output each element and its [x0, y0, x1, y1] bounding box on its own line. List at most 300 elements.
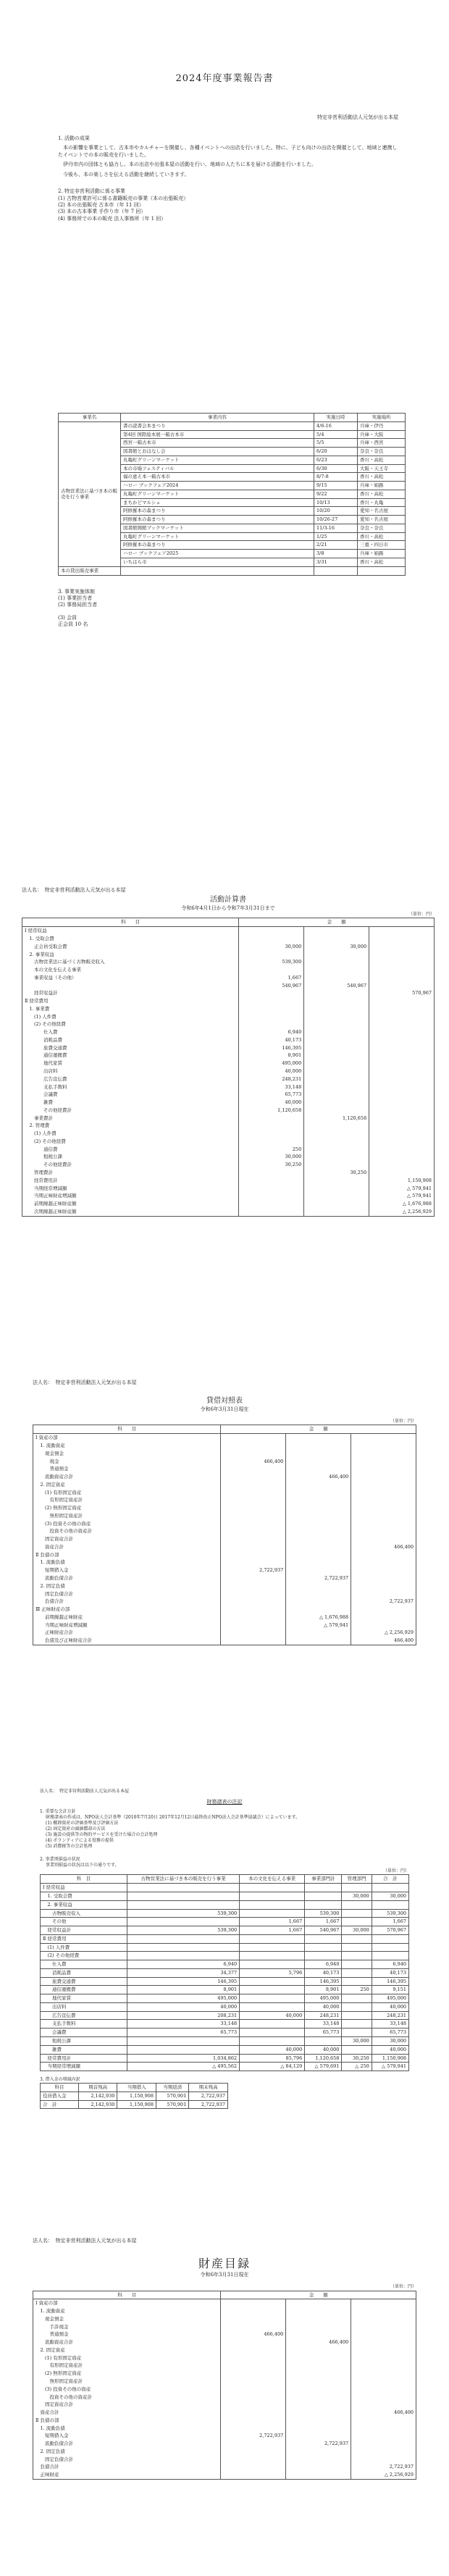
- table-row: [33, 2386, 416, 2394]
- amount-cell: [286, 1496, 351, 1504]
- account-name: 無形固定資産計: [33, 1512, 221, 1520]
- table-row: [22, 1052, 435, 1060]
- note-heading: 1. 重要な会計方針: [40, 1808, 76, 1814]
- list-item: (3) 会員: [58, 614, 77, 621]
- amount-cell: [369, 1169, 435, 1177]
- amount-cell: [239, 1020, 304, 1028]
- amount-cell: [286, 2362, 351, 2370]
- amount-cell: [351, 1450, 416, 1458]
- account-name: 負債合計: [33, 1598, 221, 1606]
- event-name: ハロー ブックフェア2024: [121, 482, 314, 490]
- amount-cell: [305, 1892, 342, 1901]
- amount-cell: 466,400: [351, 1543, 416, 1551]
- amount-cell: [286, 2330, 351, 2338]
- amount-cell: △ 1,676,988: [369, 1200, 435, 1208]
- amount-cell: [372, 1934, 408, 1943]
- account-name: 有形固定資産計: [33, 1496, 221, 1504]
- amount-cell: [286, 2299, 351, 2307]
- amount-cell: [221, 2448, 286, 2456]
- amount-cell: [304, 1020, 369, 1028]
- amount-cell: [221, 2386, 286, 2394]
- table-row: [33, 1434, 416, 1442]
- amount-cell: [127, 1943, 240, 1952]
- event-place: 愛知・名古屋: [358, 507, 406, 516]
- amount-cell: [351, 1606, 416, 1614]
- amount-cell: [351, 2307, 416, 2315]
- account-name: 消耗品費: [22, 1036, 239, 1044]
- amount-cell: [351, 2299, 416, 2307]
- table-row: [41, 2100, 228, 2109]
- event-date: 6/30: [314, 464, 358, 473]
- amount-cell: [351, 1520, 416, 1528]
- table-row: [22, 1153, 435, 1161]
- amount-cell: [304, 1044, 369, 1052]
- amount-cell: [369, 1005, 435, 1013]
- amount-cell: [286, 1606, 351, 1614]
- table-row: [33, 1574, 416, 1582]
- amount-cell: [304, 1122, 369, 1130]
- table-row: [41, 1900, 409, 1909]
- row-group-label: 古物営業法に基づき本の販売を行う事業: [59, 421, 121, 566]
- amount-cell: [342, 1934, 372, 1943]
- amount-cell: [286, 2417, 351, 2425]
- amount-cell: [286, 1504, 351, 1512]
- table-row: [41, 1986, 409, 1994]
- amount-cell: △ 579,941: [369, 1192, 435, 1200]
- amount-cell: [239, 1005, 304, 1013]
- amount-cell: 570,901: [156, 2100, 189, 2109]
- amount-cell: [240, 1909, 305, 1918]
- amount-cell: △ 84,129: [240, 2063, 305, 2071]
- account-name: 2. 事業収益: [22, 951, 239, 959]
- table-row: [33, 2463, 416, 2471]
- amount-cell: [286, 2471, 351, 2479]
- amount-cell: [221, 2378, 286, 2386]
- event-name: 図書館開館ブックマーケット: [121, 524, 314, 532]
- amount-cell: [221, 1598, 286, 1606]
- event-date: 9/22: [314, 490, 358, 498]
- amount-cell: [369, 1044, 435, 1052]
- table-row: [22, 1028, 435, 1036]
- list-item: (4) 事務所での本の販売 法人事務所（年 1 回）: [58, 215, 167, 222]
- list-item: (3) 本の古本事業 手作り市（年 7 回）: [58, 209, 146, 215]
- amount-cell: [286, 2315, 351, 2323]
- amount-cell: [240, 2029, 305, 2037]
- amount-cell: [286, 1442, 351, 1450]
- amount-cell: 30,000: [372, 1892, 408, 1901]
- amount-cell: [304, 1060, 369, 1067]
- amount-cell: [286, 1512, 351, 1520]
- account-name: (3) 投資その他の資産: [33, 1520, 221, 1528]
- amount-cell: 30,000: [342, 2037, 372, 2046]
- table-row: [41, 2054, 409, 2063]
- amount-cell: [351, 1496, 416, 1504]
- amount-cell: [342, 2045, 372, 2054]
- amount-cell: [286, 2323, 351, 2331]
- amount-cell: [342, 1909, 372, 1918]
- amount-cell: [286, 1535, 351, 1543]
- amount-cell: [286, 2394, 351, 2401]
- amount-cell: [286, 1629, 351, 1637]
- amount-cell: [221, 1489, 286, 1497]
- amount-cell: [286, 2370, 351, 2378]
- amount-cell: [304, 997, 369, 1005]
- amount-cell: [286, 2354, 351, 2362]
- table-row: [41, 2037, 409, 2046]
- amount-cell: 1,120,658: [239, 1107, 304, 1115]
- list-item: (1) 古物営業許可に係る書籍販売の事業（本の出張販売）: [58, 195, 189, 201]
- table-row: [22, 1107, 435, 1115]
- table-row: [22, 1200, 435, 1208]
- amount-cell: [221, 1512, 286, 1520]
- amount-cell: 466,400: [221, 2330, 286, 2338]
- amount-cell: [351, 1614, 416, 1621]
- account-name: 当期正味財産増減額: [33, 1621, 221, 1629]
- table-row: [22, 958, 435, 966]
- activity-statement: [0, 887, 449, 1217]
- amount-cell: 1,120,658: [305, 2054, 342, 2063]
- list-item: (2) 本の出張販売 古本市（年 11 回）: [58, 202, 144, 209]
- account-name: 経常費用計: [41, 2054, 127, 2063]
- amount-cell: [342, 2029, 372, 2037]
- amount-cell: △ 2,256,929: [369, 1208, 435, 1216]
- amount-cell: 8,901: [127, 1986, 240, 1994]
- table-row: [33, 1442, 416, 1450]
- amount-cell: [240, 1994, 305, 2003]
- amount-cell: 539,300: [372, 1909, 408, 1918]
- table-row: [22, 1091, 435, 1099]
- event-name: 図書館とおはなし会: [121, 448, 314, 456]
- account-name: 雑費: [22, 1099, 239, 1107]
- amount-cell: [221, 1621, 286, 1629]
- amount-cell: [286, 1465, 351, 1473]
- amount-cell: 30,000: [239, 943, 304, 951]
- table-row: [22, 982, 435, 990]
- account-name: 普通預金: [33, 1465, 221, 1473]
- account-name: 古物販売収入: [41, 1909, 127, 1918]
- amount-cell: [127, 1934, 240, 1943]
- amount-cell: [286, 1520, 351, 1528]
- amount-cell: 65,773: [372, 2029, 408, 2037]
- column-header: 科 目: [33, 2291, 221, 2299]
- amount-cell: 466,400: [286, 2338, 351, 2346]
- amount-cell: 146,395: [372, 1977, 408, 1986]
- total-label: 本の貸出販売事業: [59, 566, 121, 575]
- paragraph: 今後も、本の楽しさを伝える活動を継続していきます。: [63, 171, 190, 177]
- amount-cell: [304, 1075, 369, 1083]
- amount-cell: 1,150,908: [372, 2054, 408, 2063]
- paragraph: 伊丹市内の団体とも協力し、本の出店や出張本屋の活動を行い、地域の人たちに本を届ける活動を行いました。: [63, 161, 316, 168]
- account-name: 投資その他の資産計: [33, 1527, 221, 1535]
- amount-cell: [304, 1200, 369, 1208]
- account-name: (1) 人件費: [41, 1943, 127, 1952]
- account-name: Ⅰ 資産の部: [33, 1434, 221, 1442]
- table-row: [41, 2045, 409, 2054]
- amount-cell: 495,000: [305, 1994, 342, 2003]
- account-name: 1. 流動負債: [33, 1558, 221, 1566]
- table-row: [33, 2307, 416, 2315]
- amount-cell: 30,000: [342, 1892, 372, 1901]
- table-row: [33, 2409, 416, 2417]
- amount-cell: [351, 2354, 416, 2362]
- account-name: 会議費: [41, 2029, 127, 2037]
- event-date: 6/23: [314, 456, 358, 464]
- column-header: 科 目: [41, 1875, 127, 1884]
- list-item: (2) 事務局担当者: [58, 602, 98, 608]
- account-name: 租税公課: [41, 2037, 127, 2046]
- table-row: [41, 2029, 409, 2037]
- note-text: (1) 棚卸資産の評価基準及び評価方法: [46, 1820, 119, 1826]
- table-row: [41, 1943, 409, 1952]
- amount-cell: [351, 2362, 416, 2370]
- account-name: 2. 事業収益: [41, 1900, 127, 1909]
- table-row: [33, 2362, 416, 2370]
- event-name: 丸亀町グリーンマーケット: [121, 456, 314, 464]
- amount-cell: [221, 2425, 286, 2433]
- account-name: Ⅰ 資産の部: [33, 2299, 221, 2307]
- amount-cell: [372, 1952, 408, 1960]
- amount-cell: [304, 1192, 369, 1200]
- amount-cell: [221, 1637, 286, 1645]
- amount-cell: 65,773: [305, 2029, 342, 2037]
- amount-cell: [351, 2425, 416, 2433]
- org-line: 法人名： 特定非営利活動法人元気が出る本屋: [33, 1380, 137, 1385]
- note-text: (4) ボランティアによる役務の提供: [46, 1838, 114, 1843]
- account-name: 当期正味財産増減額: [22, 1192, 239, 1200]
- column-header: 実施日時: [314, 414, 358, 422]
- amount-cell: [286, 1489, 351, 1497]
- table-row: [41, 1960, 409, 1969]
- org-line: 法人名： 特定非営利活動法人元気が出る本屋: [22, 887, 126, 893]
- amount-cell: [372, 1900, 408, 1909]
- note-text: (2) 固定資産の減価償却の方法: [46, 1826, 106, 1832]
- event-place: 愛知・名古屋: [358, 516, 406, 524]
- account-name: 経常収益計: [41, 1926, 127, 1935]
- amount-cell: [351, 1551, 416, 1559]
- statement-date: 令和6年3月31日現在: [200, 2272, 249, 2278]
- table-row: [33, 1551, 416, 1559]
- unit-label: （単位：円）: [390, 2284, 416, 2290]
- table-row: [33, 1582, 416, 1590]
- account-name: 広告宣伝費: [41, 2011, 127, 2020]
- table-row: [33, 2323, 416, 2331]
- amount-cell: 2,722,937: [189, 2092, 228, 2100]
- amount-cell: 40,173: [305, 1968, 342, 1977]
- amount-cell: 40,000: [372, 2002, 408, 2011]
- amount-cell: [240, 2002, 305, 2011]
- table-row: [33, 1621, 416, 1629]
- event-date: 6/20: [314, 448, 358, 456]
- amount-cell: 1,120,658: [304, 1115, 369, 1123]
- amount-cell: [304, 1099, 369, 1107]
- event-place: 大阪・天王寺: [358, 464, 406, 473]
- amount-cell: △ 579,941: [286, 1621, 351, 1629]
- event-date: 8/7-8: [314, 473, 358, 482]
- amount-cell: [286, 1566, 351, 1574]
- amount-cell: 539,300: [127, 1926, 240, 1935]
- amount-cell: [286, 1551, 351, 1559]
- event-place: 香川・高松: [358, 558, 406, 567]
- table-row: [33, 1590, 416, 1598]
- table-row: [22, 1075, 435, 1083]
- amount-cell: [351, 2440, 416, 2448]
- amount-cell: [286, 2463, 351, 2471]
- account-name: 当期経常増減額: [22, 1185, 239, 1193]
- table-row: [33, 1465, 416, 1473]
- account-name: Ⅲ 正味財産の部: [33, 1606, 221, 1614]
- amount-cell: [305, 1884, 342, 1892]
- table-row: [33, 1489, 416, 1497]
- table-row: [33, 2315, 416, 2323]
- column-header: 金 額: [239, 918, 435, 927]
- account-name: 現金: [33, 1458, 221, 1466]
- event-place: 兵庫・大阪: [358, 430, 406, 439]
- amount-cell: △ 1,676,988: [286, 1614, 351, 1621]
- amount-cell: 466,400: [221, 1458, 286, 1466]
- amount-cell: [286, 1481, 351, 1489]
- table-row: [33, 1450, 416, 1458]
- amount-cell: [342, 1884, 372, 1892]
- amount-cell: 2,722,937: [351, 1598, 416, 1606]
- account-name: 有形固定資産計: [33, 2362, 221, 2370]
- account-name: 支払手数料: [22, 1083, 239, 1091]
- event-place: 香川・高松: [358, 532, 406, 541]
- table-row: [22, 989, 435, 997]
- amount-cell: [239, 1122, 304, 1130]
- table-row: [33, 2394, 416, 2401]
- amount-cell: 33,148: [372, 2020, 408, 2029]
- amount-cell: [240, 1892, 305, 1901]
- statement-title: 財産目録: [198, 2257, 251, 2271]
- amount-cell: 40,000: [240, 2011, 305, 2020]
- amount-cell: [342, 2002, 372, 2011]
- table-row: [22, 1083, 435, 1091]
- amount-cell: 2,722,937: [351, 2463, 416, 2471]
- amount-cell: 40,000: [240, 2045, 305, 2054]
- amount-cell: 1,034,862: [127, 2054, 240, 2063]
- column-header: 期末残高: [189, 2084, 228, 2092]
- amount-cell: [372, 1943, 408, 1952]
- amount-cell: [286, 1434, 351, 1442]
- amount-cell: [351, 1621, 416, 1629]
- amount-cell: [369, 943, 435, 951]
- amount-cell: [221, 1551, 286, 1559]
- amount-cell: [240, 1900, 305, 1909]
- amount-cell: 208,231: [127, 2011, 240, 2020]
- amount-cell: [221, 1496, 286, 1504]
- amount-cell: 495,000: [372, 1994, 408, 2003]
- account-name: (2) その他経費: [22, 1020, 239, 1028]
- amount-cell: [369, 1146, 435, 1154]
- amount-cell: [221, 2338, 286, 2346]
- amount-cell: [221, 1442, 286, 1450]
- amount-cell: [304, 1083, 369, 1091]
- amount-cell: 1,667: [372, 1918, 408, 1926]
- org-line: 法人名： 特定非営利活動法人元気が出る本屋: [33, 2238, 137, 2244]
- amount-cell: [221, 1527, 286, 1535]
- column-header: 古物営業法に基づき本の販売を行う事業: [127, 1875, 240, 1884]
- account-name: 地代家賃: [41, 1994, 127, 2003]
- account-name: 固定負債合計: [33, 2456, 221, 2464]
- amount-cell: [351, 1458, 416, 1466]
- account-name: 通信運搬費: [22, 1052, 239, 1060]
- column-header: 科目: [41, 2084, 79, 2092]
- event-date: 5/5: [314, 439, 358, 448]
- table-row: [33, 1637, 416, 1645]
- amount-cell: [221, 1504, 286, 1512]
- account-name: 正味財産: [33, 2471, 221, 2479]
- amount-cell: [351, 1527, 416, 1535]
- amount-cell: [304, 958, 369, 966]
- account-name: 次期繰越正味財産額: [22, 1208, 239, 1216]
- account-name: 出店料: [41, 2002, 127, 2011]
- table-row: [22, 1005, 435, 1013]
- amount-cell: [286, 2401, 351, 2409]
- amount-cell: 540,967: [239, 982, 304, 990]
- amount-cell: 40,173: [372, 1968, 408, 1977]
- amount-cell: [304, 1177, 369, 1185]
- table-row: [33, 1458, 416, 1466]
- amount-cell: [239, 951, 304, 959]
- amount-cell: [351, 2346, 416, 2354]
- section-heading: 3. 事業実施体制: [58, 588, 95, 595]
- amount-cell: [369, 1153, 435, 1161]
- event-place: 兵庫・伊丹: [358, 421, 406, 430]
- business-report: [0, 72, 449, 222]
- amount-cell: [369, 1052, 435, 1060]
- amount-cell: [351, 2315, 416, 2323]
- amount-cell: [239, 1208, 304, 1216]
- amount-cell: △ 579,941: [372, 2063, 408, 2071]
- notes-title: 財務諸表の注記: [206, 1799, 243, 1805]
- amount-cell: [351, 1465, 416, 1473]
- account-name: (2) その他経費: [41, 1952, 127, 1960]
- table-row: [33, 2417, 416, 2425]
- account-name: 会議費: [22, 1091, 239, 1099]
- table-row: [41, 1892, 409, 1901]
- table-row: [22, 943, 435, 951]
- amount-cell: [369, 1060, 435, 1067]
- amount-cell: [369, 1036, 435, 1044]
- amount-cell: [351, 2323, 416, 2331]
- event-place: 香川・丸亀: [358, 498, 406, 507]
- event-date: 5/4: [314, 430, 358, 439]
- event-name: 福の恵え本一箱古本市: [121, 473, 314, 482]
- amount-cell: [239, 1169, 304, 1177]
- amount-cell: [369, 1091, 435, 1099]
- amount-cell: [304, 1185, 369, 1193]
- table-row: [22, 1060, 435, 1067]
- account-name: Ⅱ 経常費用: [41, 1934, 127, 1943]
- event-name: 丸亀町グリーンマーケット: [121, 490, 314, 498]
- account-name: 1. 流動資産: [33, 1442, 221, 1450]
- amount-cell: 1,150,908: [117, 2100, 156, 2109]
- table-row: [33, 2425, 416, 2433]
- amount-cell: [304, 1091, 369, 1099]
- amount-cell: [221, 2394, 286, 2401]
- table-row: [22, 1099, 435, 1107]
- amount-cell: [304, 974, 369, 982]
- amount-cell: 6,940: [305, 1960, 342, 1969]
- event-name: 西宮一箱古本市: [121, 439, 314, 448]
- account-name: 仕入費: [41, 1960, 127, 1969]
- amount-cell: [221, 1535, 286, 1543]
- amount-cell: 466,400: [351, 1637, 416, 1645]
- column-header: 金 額: [221, 2291, 416, 2299]
- note-text: (3) 施設の提供等の物的サービスを受けた場合の会計処理: [46, 1832, 158, 1837]
- table-row: [33, 1481, 416, 1489]
- amount-cell: [127, 2037, 240, 2046]
